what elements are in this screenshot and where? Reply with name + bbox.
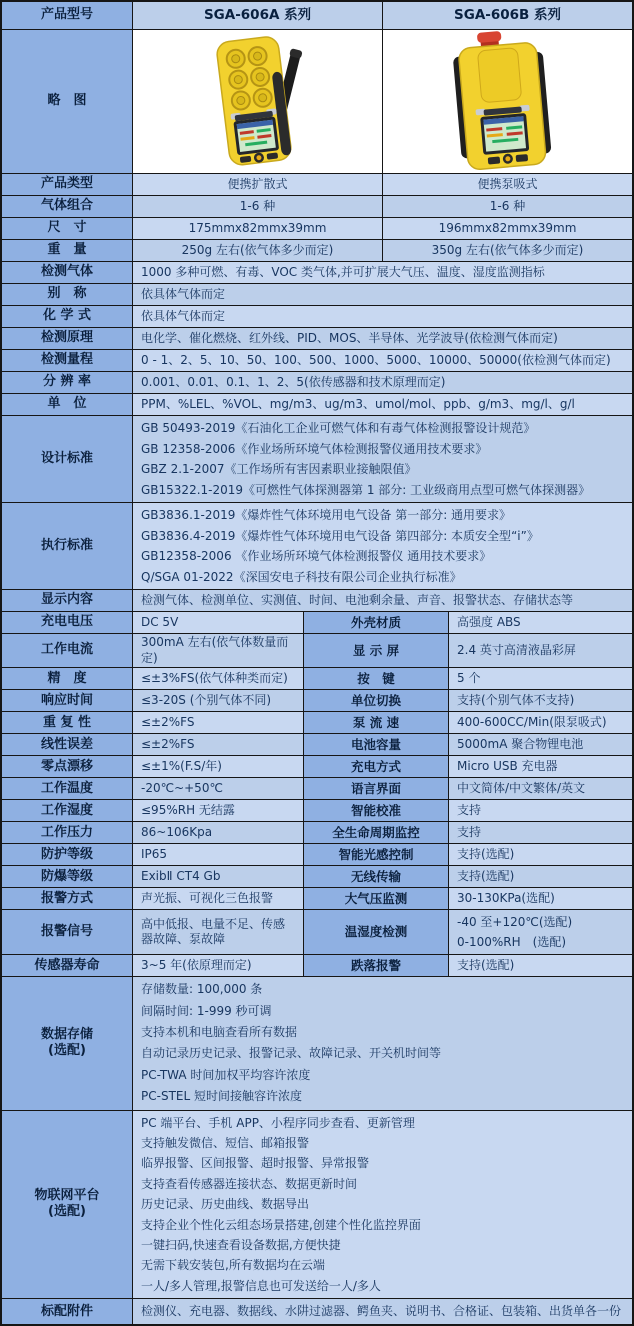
row-gas-combination [2,195,632,217]
row-label-2: 无线传输 [303,866,448,887]
row-label-2: 外壳材质 [303,612,448,633]
header-series-b: SGA-606B 系列 [382,2,632,29]
row-label-2: 智能校准 [303,800,448,821]
storage-line: 自动记录历史记录、报警记录、故障记录、开关机时间等 [141,1046,442,1061]
row-repeatability-pump-speed [2,711,632,733]
row-value: 1000 多种可燃、有毒、VOC 类气体,并可扩展大气压、温度、湿度监测指标 [132,262,632,283]
row-value-2: 支持(个别气体不支持) [448,690,632,711]
row-weight [2,239,632,261]
row-detection-range [2,349,632,371]
standard-line: GB3836.4-2019《爆炸性气体环境用电气设备 第四部分: 本质安全型“i”》 [141,528,539,543]
standard-line: GB12358-2006 《作业场所环境气体检测报警仪 通用技术要求》 [141,549,492,563]
sketch-row [2,29,632,173]
row-label: 响应时间 [2,690,132,711]
row-label-2: 语言界面 [303,778,448,799]
value-series-a: 1-6 种 [132,196,382,217]
row-value: ≤±3%FS(依气体种类而定) [132,668,303,689]
execution-standard-lines [132,503,632,589]
row-value: ≤3-20S (个别气体不同) [132,690,303,711]
row-value-2: 支持 [448,800,632,821]
row-working-temp-language [2,777,632,799]
storage-line: 支持本机和电脑查看所有数据 [141,1025,298,1039]
row-label: 气体组合 [2,196,132,217]
standard-line: GB 50493-2019《石油化工企业可燃气体和有毒气体检测报警设计规范》 [141,421,536,435]
row-label: 重 量 [2,240,132,261]
row-dimensions [2,217,632,239]
row-value: ≤±2%FS [132,712,303,733]
row-label: 尺 寸 [2,218,132,239]
row-label: 报警信号 [2,910,132,954]
iot-lines [132,1111,632,1299]
row-label-2: 电池容量 [303,734,448,755]
row-label: 产品类型 [2,174,132,195]
row-display-content [2,589,632,611]
iot-line: 无需下载安装包,所有数据均在云端 [141,1258,325,1273]
row-label: 防护等级 [2,844,132,865]
row-alarm-signal-temp-humidity [2,909,632,954]
row-value-2: Micro USB 充电器 [448,756,632,777]
row-value: ≤±2%FS [132,734,303,755]
row-label: 传感器寿命 [2,955,132,976]
row-value: 依具体气体而定 [132,284,632,305]
row-label: 化 学 式 [2,306,132,327]
row-value: 0.001、0.01、0.1、1、2、5(依传感器和技术原理而定) [132,372,632,393]
row-iot-platform [2,1110,632,1299]
row-value-2: 支持(选配) [448,866,632,887]
row-sensor-life-drop-alarm [2,954,632,976]
row-resolution [2,371,632,393]
row-design-standard [2,415,632,502]
row-label-2: 显 示 屏 [303,634,448,667]
row-value: IP65 [132,844,303,865]
standard-line: GBZ 2.1-2007《工作场所有害因素职业接触限值》 [141,462,417,476]
value-series-b: 350g 左右(依气体多少而定) [382,240,632,261]
storage-line: 存储数量: 100,000 条 [141,982,263,997]
row-label: 精 度 [2,668,132,689]
row-label: 检测气体 [2,262,132,283]
row-linearity-battery [2,733,632,755]
row-data-storage [2,976,632,1109]
value-series-a: 175mmx82mmx39mm [132,218,382,239]
value-series-b: 196mmx82mmx39mm [382,218,632,239]
row-label-2: 跌落报警 [303,955,448,976]
row-label: 标配附件 [2,1299,132,1324]
iot-label-optional: (选配) [48,1204,86,1220]
row-value: PPM、%LEL、%VOL、mg/m3、ug/m3、umol/mol、ppb、g/m3、mg/l、g/l [132,394,632,415]
row-value-2: 5 个 [448,668,632,689]
row-label-2: 按 键 [303,668,448,689]
row-label-2: 大气压监测 [303,888,448,909]
value-series-b: 1-6 种 [382,196,632,217]
row-units [2,393,632,415]
row-zero-drift-charging [2,755,632,777]
iot-line: 一人/多人管理,报警信息也可发送给一人/多人 [141,1278,381,1293]
header-series-a: SGA-606A 系列 [132,2,382,29]
row-value: ExibⅡ CT4 Gb [132,866,303,887]
row-explosionproof-wireless [2,865,632,887]
diffusion-detector-illustration [133,31,382,172]
row-label-2: 全生命周期监控 [303,822,448,843]
row-label: 别 称 [2,284,132,305]
row-value: 300mA 左右(依气体数量而定) [132,634,303,667]
row-value-2: 支持 [448,822,632,843]
iot-label: 物联网平台 [34,1188,100,1204]
row-value: 检测气体、检测单位、实测值、时间、电池剩余量、声音、报警状态、存储状态等 [132,590,632,611]
row-humidity-calibration [2,799,632,821]
standard-line: Q/SGA 01-2022《深国安电子科技有限公司企业执行标准》 [141,569,462,584]
row-value-2: 400-600CC/Min(限泵吸式) [448,712,632,733]
row-label: 工作压力 [2,822,132,843]
row-value-2: 2.4 英寸高清液晶彩屏 [448,634,632,667]
iot-line: 临界报警、区间报警、超时报警、异常报警 [141,1156,370,1171]
header-row [2,2,632,29]
row-value: -20℃~+50℃ [132,778,303,799]
iot-line: 支持触发微信、短信、邮箱报警 [141,1136,310,1151]
pump-detector-illustration [383,31,632,172]
header-product-model-label: 产品型号 [2,2,132,29]
row-protection-light-sensor [2,843,632,865]
iot-line: 支持查看传感器连接状态、数据更新时间 [141,1176,358,1191]
storage-label: 数据存储 [40,1027,93,1043]
row-value: 声光振、可视化三色报警 [132,888,303,909]
row-label-2: 单位切换 [303,690,448,711]
storage-line: PC-TWA 时间加权平均容许浓度 [141,1067,311,1082]
row-working-current-display-screen [2,633,632,667]
row-alarm-mode-pressure-monitor [2,887,632,909]
row-value: ≤95%RH 无结露 [132,800,303,821]
row-detection-principle [2,327,632,349]
row-label: 检测原理 [2,328,132,349]
row-label: 执行标准 [2,503,132,589]
row-label: 设计标准 [2,416,132,502]
row-value-2: 支持(选配) [448,844,632,865]
row-accuracy-keys [2,667,632,689]
row-label: 防爆等级 [2,866,132,887]
row-label [2,1111,132,1299]
row-value-2: 高强度 ABS [448,612,632,633]
row-value-2: 中文简体/中文繁体/英文 [448,778,632,799]
row-label: 检测量程 [2,350,132,371]
row-value-2: 5000mA 聚合物锂电池 [448,734,632,755]
row-label: 单 位 [2,394,132,415]
humidity-range-line: 0-100%RH (选配) [457,935,566,950]
row-value: 3~5 年(依原理而定) [132,955,303,976]
standard-line: GB3836.1-2019《爆炸性气体环境用电气设备 第一部分: 通用要求》 [141,508,512,522]
row-label: 零点漂移 [2,756,132,777]
row-value: 86~106Kpa [132,822,303,843]
iot-line: 一键扫码,快速查看设备数据,方便快捷 [141,1238,341,1253]
row-label-2: 温湿度检测 [303,910,448,954]
storage-line: PC-STEL 短时间接触容许浓度 [141,1089,302,1104]
row-product-type [2,173,632,195]
row-alias [2,283,632,305]
row-label: 工作电流 [2,634,132,667]
row-label: 分 辨 率 [2,372,132,393]
row-value: ≤±1%(F.S/年) [132,756,303,777]
row-value-2: 支持(选配) [448,955,632,976]
row-standard-accessories [2,1298,632,1324]
row-label-2: 智能光感控制 [303,844,448,865]
value-series-a: 便携扩散式 [132,174,382,195]
storage-lines [132,977,632,1109]
row-pressure-lifecycle [2,821,632,843]
row-label: 线性误差 [2,734,132,755]
row-label-2: 充电方式 [303,756,448,777]
iot-line: 支持企业个性化云组态场景搭建,创建个性化监控界面 [141,1217,421,1232]
row-value: 高中低报、电量不足、传感器故障、泵故障 [132,910,303,954]
iot-line: PC 端平台、手机 APP、小程序同步查看、更新管理 [141,1115,415,1130]
row-label: 充电电压 [2,612,132,633]
row-label: 报警方式 [2,888,132,909]
row-chemical-formula [2,305,632,327]
row-value-2 [448,910,632,954]
iot-line: 历史记录、历史曲线、数据导出 [141,1197,310,1212]
temp-range-line: -40 至+120℃(选配) [457,915,573,930]
row-label: 工作温度 [2,778,132,799]
row-label-2: 泵 流 速 [303,712,448,733]
row-response-time-unit-switch [2,689,632,711]
row-value: 依具体气体而定 [132,306,632,327]
row-label: 显示内容 [2,590,132,611]
row-value: 电化学、催化燃烧、红外线、PID、MOS、半导体、光学波导(依检测气体而定) [132,328,632,349]
standard-line: GB 12358-2006《作业场所环境气体检测报警仪通用技术要求》 [141,441,488,456]
row-detected-gases [2,261,632,283]
product-image-sga-606b [382,30,632,173]
storage-label-optional: (选配) [48,1043,86,1059]
product-image-sga-606a [132,30,382,173]
sketch-label: 略 图 [2,30,132,173]
design-standard-lines [132,416,632,502]
standard-line: GB15322.1-2019《可燃性气体探测器第 1 部分: 工业级商用点型可燃气体探测器》 [141,482,591,497]
row-label: 工作湿度 [2,800,132,821]
row-value-2: 30-130KPa(选配) [448,888,632,909]
value-series-b: 便携泵吸式 [382,174,632,195]
row-value: DC 5V [132,612,303,633]
row-charge-voltage-shell-material [2,611,632,633]
storage-line: 间隔时间: 1-999 秒可调 [141,1003,272,1018]
row-execution-standard [2,502,632,589]
row-label [2,977,132,1109]
value-series-a: 250g 左右(依气体多少而定) [132,240,382,261]
row-value: 检测仪、充电器、数据线、水阱过滤器、鳄鱼夹、说明书、合格证、包装箱、出货单各一份 [132,1299,632,1324]
row-label: 重 复 性 [2,712,132,733]
row-value: 0 - 1、2、5、10、50、100、500、1000、5000、10000、50000(依检测气体而定) [132,350,632,371]
